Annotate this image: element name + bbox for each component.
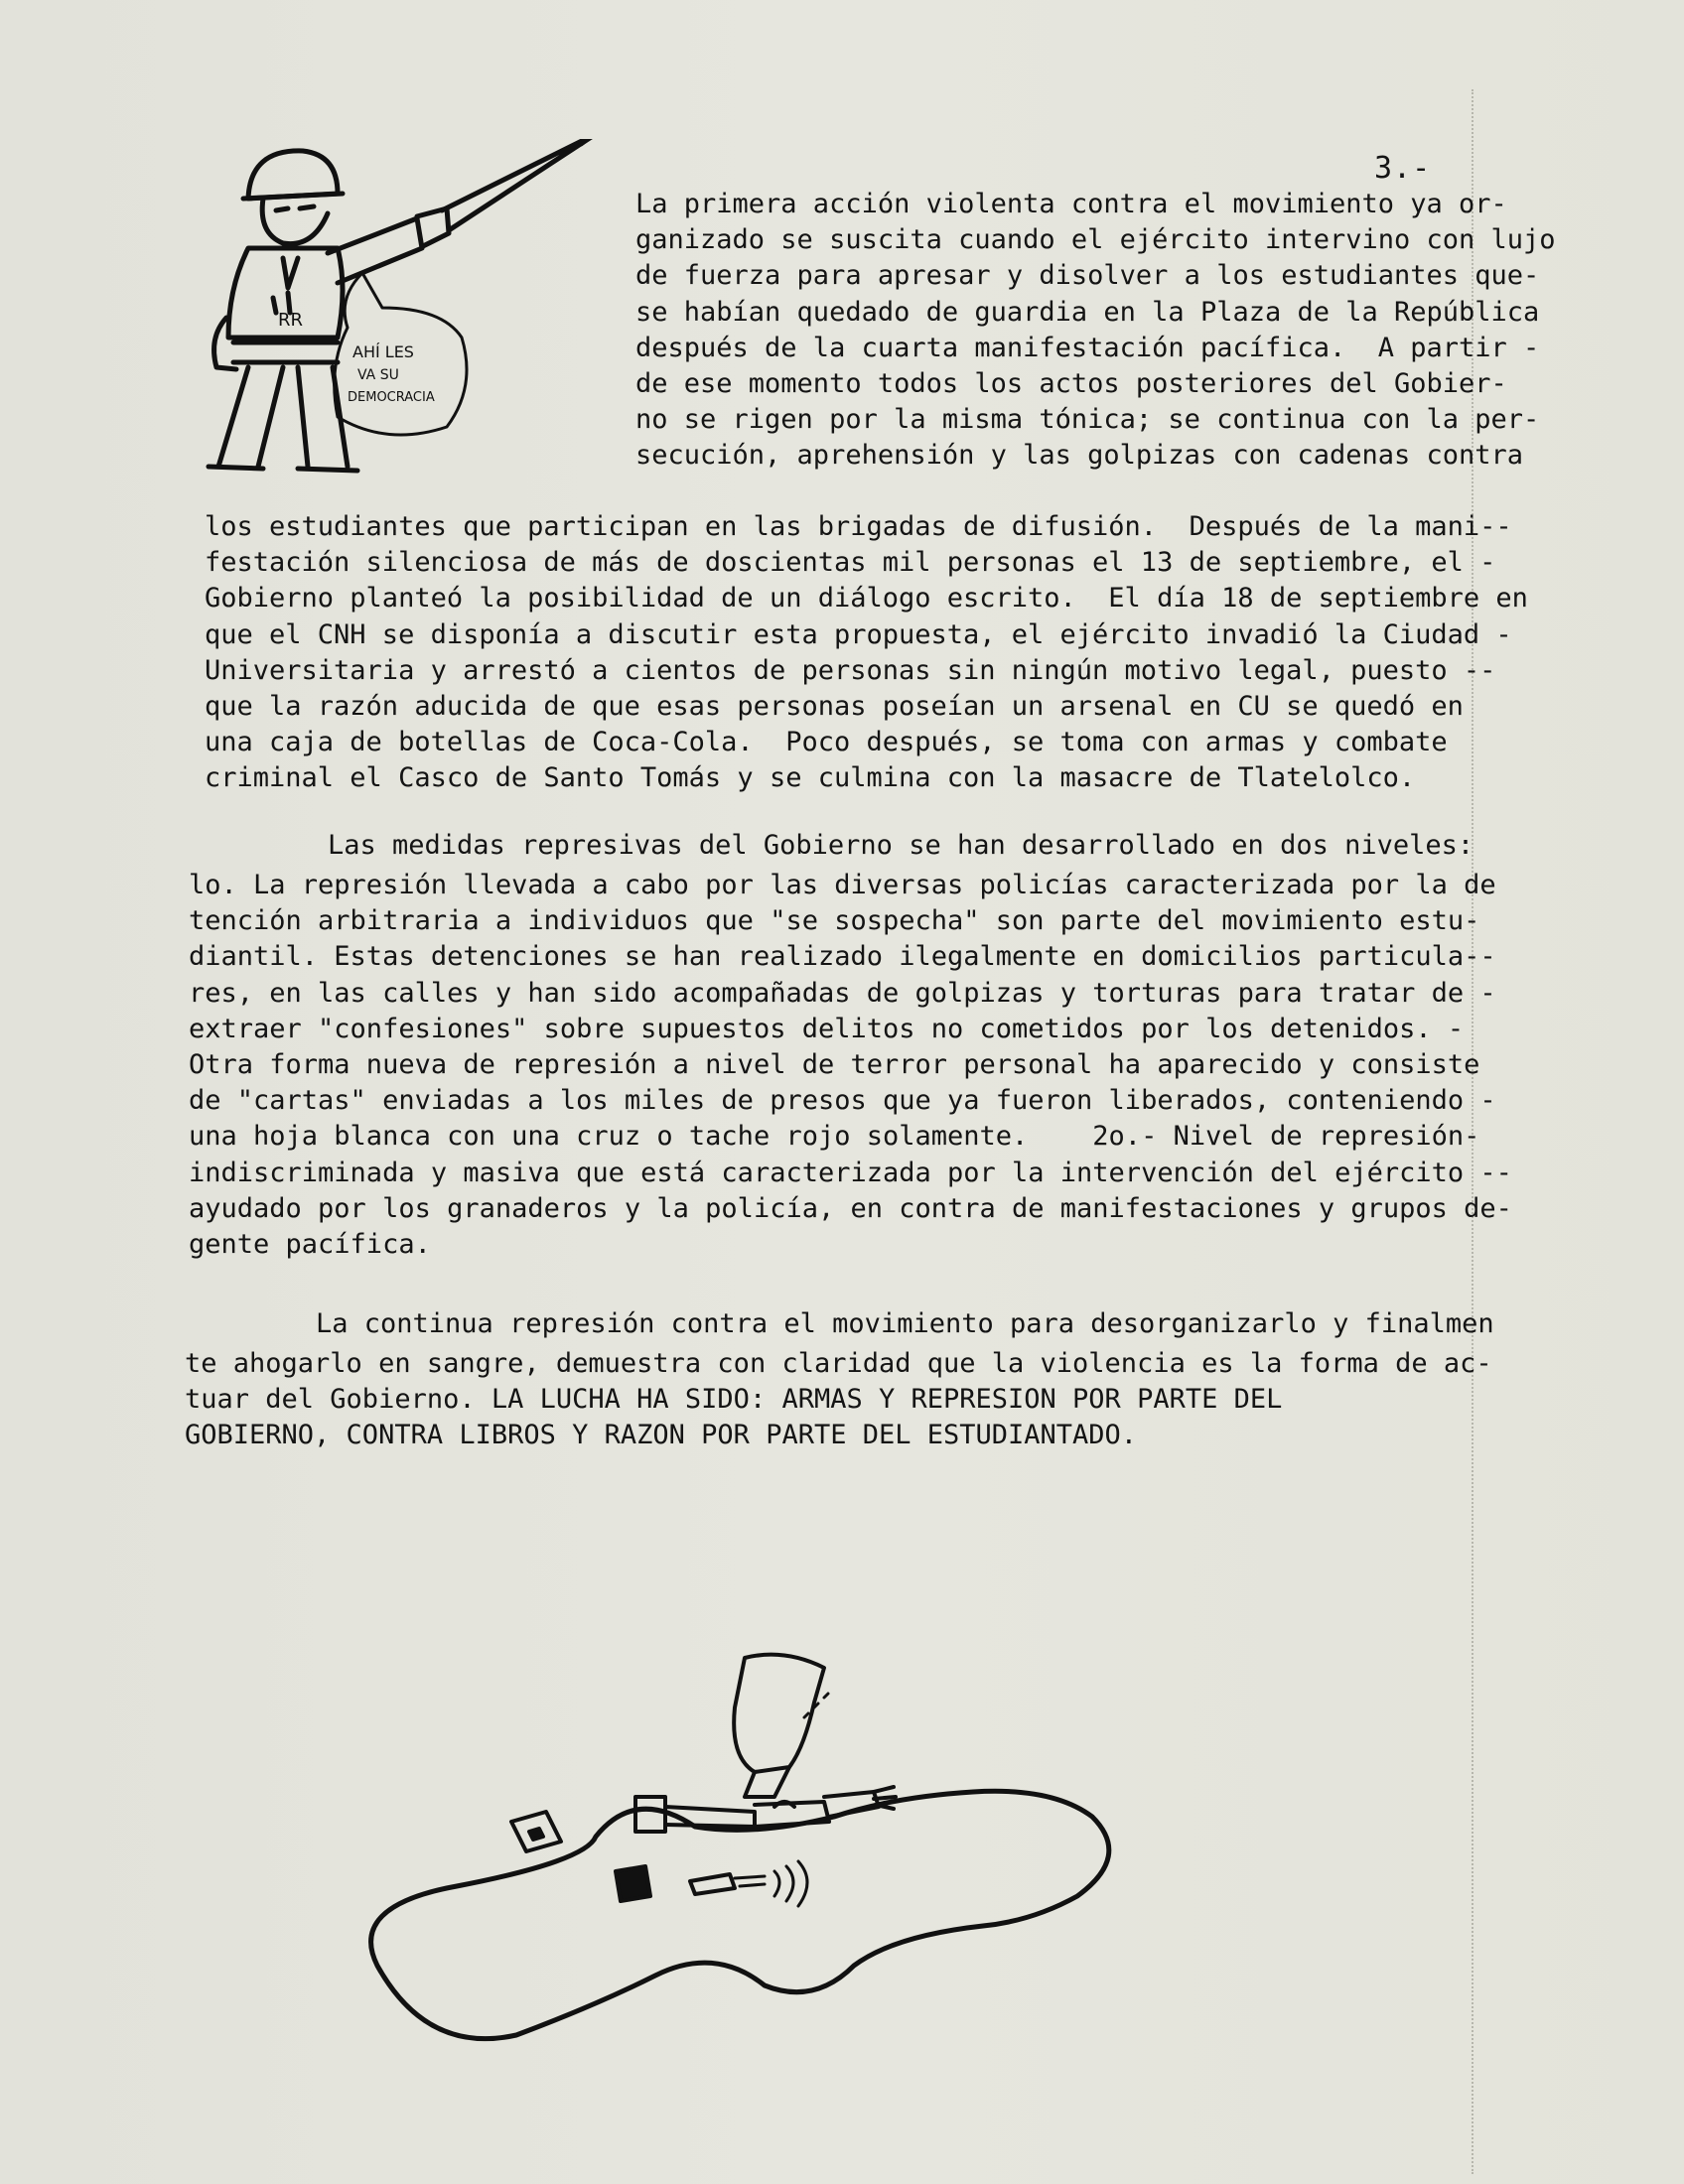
speech-bubble-line-2: VA SU bbox=[357, 367, 399, 383]
text-line: extraer "confesiones" sobre supuestos delitos no cometidos por los detenidos. - bbox=[189, 1013, 1465, 1044]
text-line: una caja de botellas de Coca-Cola. Poco después, se toma con armas y combate bbox=[205, 727, 1448, 758]
text-line: diantil. Estas detenciones se han realizado ilegalmente en domicilios particula-- bbox=[189, 941, 1496, 973]
text-line: festación silenciosa de más de doscientas mil personas el 13 de septiembre, el - bbox=[205, 547, 1496, 579]
text-line: tención arbitraria a individuos que "se sospecha" son parte del movimiento estu- bbox=[189, 905, 1480, 937]
chest-letters: RR bbox=[278, 310, 304, 331]
text-line: se habían quedado de guardia en la Plaza de la República bbox=[635, 296, 1540, 328]
text-line: después de la cuarta manifestación pacífica. A partir - bbox=[635, 332, 1540, 363]
text-line: ganizado se suscita cuando el ejército intervino con lujo bbox=[635, 224, 1556, 256]
text-line: de "cartas" enviadas a los miles de presos que ya fueron liberados, conteniendo - bbox=[189, 1085, 1496, 1117]
text-line: Otra forma nueva de represión a nivel de terror personal ha aparecido y consiste bbox=[189, 1049, 1480, 1081]
text-line: que el CNH se disponía a discutir esta propuesta, el ejército invadió la Ciudad - bbox=[205, 618, 1512, 650]
text-line: una hoja blanca con una cruz o tache rojo solamente. 2o.- Nivel de represión- bbox=[189, 1121, 1480, 1153]
text-line: criminal el Casco de Santo Tomás y se culmina con la masacre de Tlatelolco. bbox=[205, 762, 1416, 794]
text-line: ayudado por los granaderos y la policía, en contra de manifestaciones y grupos de- bbox=[189, 1192, 1512, 1224]
paragraph-2-first-line: Las medidas represivas del Gobierno se han desarrollado en dos niveles: bbox=[328, 830, 1474, 861]
text-line: Gobierno planteó la posibilidad de un diálogo escrito. El día 18 de septiembre en bbox=[205, 583, 1528, 614]
paragraph-3 bbox=[185, 1346, 1595, 1454]
fallen-student-illustration bbox=[338, 1648, 1331, 2124]
text-line: Universitaria y arrestó a cientos de personas sin ningún motivo legal, puesto -- bbox=[205, 654, 1496, 686]
speech-bubble-line-3: DEMOCRACIA bbox=[348, 390, 435, 405]
text-line: los estudiantes que participan en las brigadas de difusión. Después de la mani-- bbox=[205, 511, 1512, 542]
paragraph-2 bbox=[189, 868, 1589, 1263]
paragraph-3-first-line: La continua represión contra el movimiento para desorganizarlo y finalmen bbox=[316, 1308, 1494, 1339]
text-line: lo. La represión llevada a cabo por las diversas policías caracterizada por la de bbox=[189, 870, 1496, 900]
text-line: de ese momento todos los actos posteriores del Gobier- bbox=[635, 368, 1507, 400]
page-number: 3.- bbox=[1374, 151, 1432, 186]
text-line: de fuerza para apresar y disolver a los estudiantes que- bbox=[635, 260, 1540, 292]
speech-bubble-line-1: AHÍ LES bbox=[352, 342, 414, 361]
text-line: indiscriminada y masiva que está caracterizada por la intervención del ejército -- bbox=[189, 1157, 1512, 1188]
text-line: GOBIERNO, CONTRA LIBROS Y RAZON POR PARTE DEL ESTUDIANTADO. bbox=[185, 1420, 1138, 1451]
text-line: no se rigen por la misma tónica; se continua con la per- bbox=[635, 404, 1540, 436]
text-line: gente pacífica. bbox=[189, 1229, 431, 1261]
paragraph-1-intro bbox=[635, 187, 1579, 475]
text-line: tuar del Gobierno. LA LUCHA HA SIDO: ARMAS Y REPRESION POR PARTE DEL bbox=[185, 1384, 1283, 1416]
text-line: que la razón aducida de que esas personas poseían un arsenal en CU se quedó en bbox=[205, 691, 1464, 723]
soldier-cartoon-illustration bbox=[189, 139, 645, 477]
text-line: secución, aprehensión y las golpizas con cadenas contra bbox=[635, 440, 1524, 472]
text-line: La primera acción violenta contra el movimiento ya or- bbox=[635, 189, 1507, 219]
paragraph-1-body bbox=[205, 509, 1585, 797]
text-line: te ahogarlo en sangre, demuestra con claridad que la violencia es la forma de ac- bbox=[185, 1348, 1492, 1379]
text-line: res, en las calles y han sido acompañadas de golpizas y torturas para tratar de - bbox=[189, 977, 1496, 1009]
